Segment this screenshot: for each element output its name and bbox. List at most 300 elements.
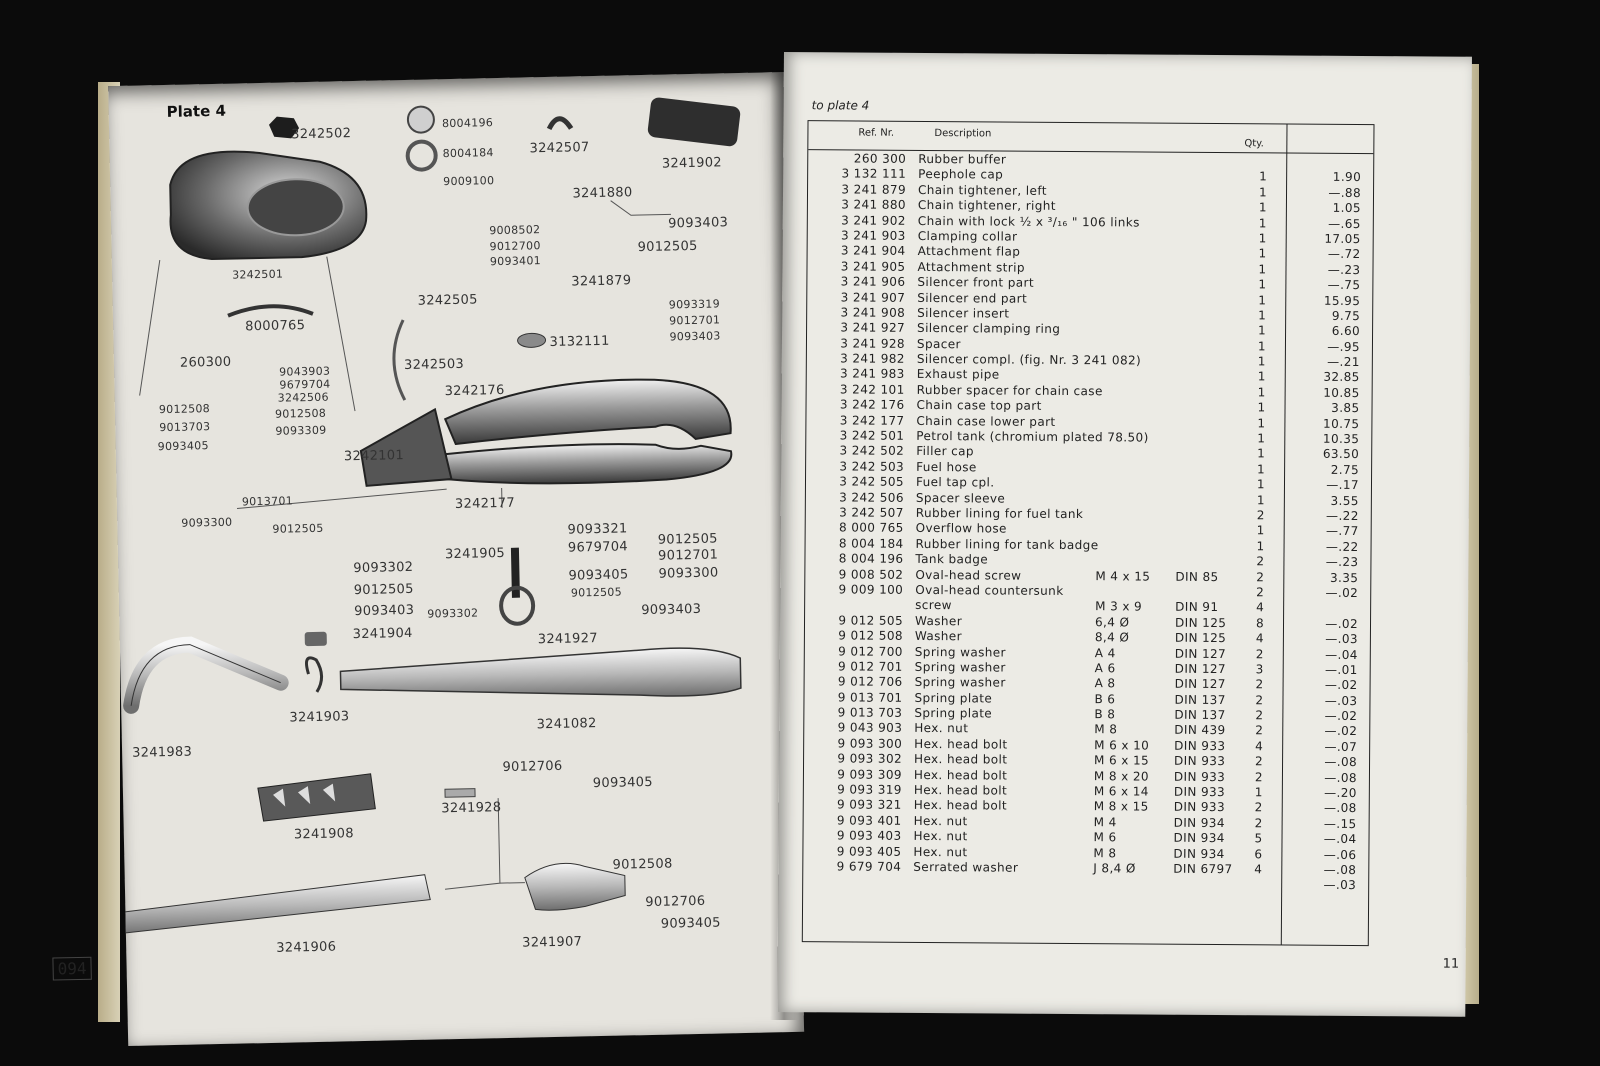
qty-cell: 2	[1254, 816, 1263, 831]
ref-cell: 9 093 403	[836, 828, 902, 844]
price-cell: —.03	[1324, 693, 1358, 708]
label-9012505-c: 9012505	[570, 585, 623, 600]
label-9093403-c: 9093403	[354, 602, 415, 620]
description-cell: Rubber buffer	[918, 151, 1007, 167]
price-cell: 1.90	[1332, 170, 1362, 185]
description-cell: Spacer sleeve	[915, 490, 1006, 506]
description-cell: Chain tightener, left	[917, 182, 1047, 198]
price-cell: —.03	[1325, 631, 1358, 647]
qty-cell: 2	[1255, 723, 1264, 738]
qty-cell: 1	[1258, 231, 1267, 246]
label-9012505-d: 9012505	[657, 531, 718, 548]
ref-cell: 3 241 880	[841, 197, 906, 213]
description-cell: Overflow hose	[915, 521, 1007, 536]
ref-cell: 3 242 177	[839, 413, 905, 428]
clamping-collar-icon	[306, 658, 322, 692]
description-cell: Hex. head bolt	[913, 767, 1008, 783]
din-cell: DIN 934	[1173, 846, 1225, 861]
ref-cell: 8 004 196	[838, 551, 904, 567]
dimension-cell: M 8 x 20	[1093, 768, 1150, 784]
din-cell: DIN 127	[1174, 661, 1227, 676]
din-cell: DIN 6797	[1173, 861, 1233, 877]
ref-cell: 3 241 906	[840, 274, 906, 289]
qty-cell: 2	[1254, 754, 1264, 769]
qty-cell: 4	[1254, 862, 1263, 877]
price-cell: 3.55	[1330, 493, 1359, 508]
label-3242506: 3242506	[277, 390, 329, 405]
price-cell: 2.75	[1330, 462, 1360, 477]
price-cell: 10.75	[1323, 416, 1360, 431]
description-cell: Fuel tap cpl.	[915, 475, 995, 490]
price-cell: —.07	[1324, 739, 1358, 754]
label-9679704-b: 9679704	[567, 539, 629, 556]
label-9012505-a: 9012505	[637, 238, 698, 256]
ref-cell: 3 241 903	[840, 228, 906, 243]
label-3241983: 3241983	[131, 744, 193, 761]
qty-cell: 2	[1255, 677, 1264, 692]
label-9012706-a: 9012706	[502, 758, 563, 776]
description-cell: Hex. head bolt	[914, 752, 1008, 767]
label-3241879: 3241879	[571, 273, 632, 290]
qty-cell: 1	[1257, 462, 1266, 477]
silencer-end-icon	[525, 862, 626, 911]
dimension-cell: M 6 x 10	[1094, 738, 1150, 753]
description-cell: Silencer front part	[917, 275, 1035, 290]
price-cell: —.02	[1325, 585, 1359, 600]
qty-cell: 1	[1257, 431, 1266, 446]
chain-case-icon	[359, 378, 731, 488]
description-cell: Filler cap	[916, 444, 974, 459]
qty-cell: 1	[1257, 385, 1266, 400]
qty-cell: 1	[1257, 369, 1266, 384]
qty-cell: 1	[1258, 292, 1267, 307]
ref-cell: 8 004 184	[838, 536, 904, 551]
qty-cell: 1	[1257, 415, 1266, 431]
price-cell: —.02	[1324, 678, 1358, 693]
column-description: Description	[934, 128, 992, 140]
label-9012701-b: 9012701	[657, 547, 719, 564]
din-cell: DIN 933	[1173, 784, 1226, 800]
description-cell: Rubber lining for fuel tank	[915, 505, 1084, 522]
description-cell: Washer	[914, 629, 963, 644]
price-cell: —.65	[1328, 216, 1361, 231]
parts-table	[802, 120, 1375, 946]
ref-cell: 3 241 982	[840, 351, 905, 366]
ref-cell: 9 012 700	[838, 643, 903, 659]
ref-cell: 3 242 176	[839, 397, 905, 413]
description-cell: Hex. head bolt	[914, 736, 1008, 752]
ref-cell: 9 012 706	[837, 674, 903, 690]
label-3242503: 3242503	[403, 356, 465, 374]
qty-cell: 2	[1256, 554, 1265, 569]
ref-cell: 9 093 401	[836, 813, 902, 828]
dimension-cell: M 4 x 15	[1095, 568, 1151, 584]
description-cell: Washer	[914, 613, 963, 628]
label-9093405-b: 9093405	[568, 567, 629, 584]
ref-cell: 9 012 505	[838, 613, 904, 628]
label-9012508-c: 9012508	[612, 856, 673, 873]
left-page	[57, 72, 804, 1046]
description-cell: Spring plate	[914, 705, 993, 721]
ref-cell: 3 242 502	[839, 443, 905, 459]
label-9012508-a: 9012508	[274, 406, 327, 421]
label-9093309: 9093309	[275, 423, 327, 438]
qty-cell: 3	[1255, 662, 1264, 677]
dimension-cell: A 4	[1094, 645, 1116, 660]
price-cell: —.08	[1323, 801, 1357, 816]
ref-cell: 9 012 508	[838, 628, 903, 643]
label-3242177: 3242177	[454, 495, 516, 512]
label-9679704-a: 9679704	[279, 377, 331, 392]
din-cell: DIN 439	[1174, 723, 1226, 738]
price-cell: —.15	[1323, 816, 1357, 831]
ref-cell: 8 000 765	[838, 520, 904, 536]
qty-cell: 4	[1256, 600, 1265, 615]
price-cell: —.17	[1326, 477, 1360, 493]
qty-cell: 4	[1255, 631, 1264, 646]
price-cell: —.20	[1324, 785, 1357, 801]
description-cell: Chain with lock ½ x ³/₁₆ " 106 links	[917, 213, 1140, 230]
din-cell: DIN 933	[1174, 738, 1226, 753]
dimension-cell: M 6	[1093, 830, 1117, 845]
qty-cell: 2	[1255, 708, 1264, 723]
price-cell: —.02	[1324, 724, 1358, 739]
qty-cell: 1	[1256, 539, 1265, 554]
description-cell: Hex. head bolt	[913, 798, 1008, 813]
label-9012505-e: 9012505	[353, 581, 414, 599]
qty-cell: 1	[1257, 400, 1266, 415]
qty-cell: 8	[1255, 616, 1265, 631]
chain-icon	[647, 97, 741, 147]
description-cell: Serrated washer	[913, 859, 1019, 875]
price-cell: —.72	[1327, 247, 1361, 262]
qty-cell: 1	[1257, 323, 1267, 338]
ref-cell: 9 093 309	[837, 767, 903, 782]
dimension-cell: M 8 x 15	[1093, 799, 1149, 814]
din-cell: DIN 125	[1174, 615, 1227, 630]
label-9012706-b: 9012706	[645, 893, 706, 911]
ref-cell: 9 093 321	[837, 797, 902, 813]
qty-cell: 2	[1256, 508, 1265, 523]
price-cell: 17.05	[1324, 231, 1361, 246]
price-cell: —.77	[1325, 524, 1359, 539]
label-3242176: 3242176	[444, 382, 505, 400]
ref-cell: 3 241 907	[840, 289, 906, 305]
spacer-icon	[445, 789, 475, 798]
description-cell: Hex. nut	[913, 813, 968, 829]
overflow-hose-icon	[228, 305, 313, 315]
label-9009100: 9009100	[443, 174, 495, 189]
dimension-cell: M 6 x 14	[1093, 784, 1149, 799]
label-260300: 260300	[179, 354, 232, 371]
label-9093321: 9093321	[567, 521, 628, 538]
din-cell: DIN 127	[1174, 677, 1226, 692]
description-cell: Hex. head bolt	[913, 782, 1008, 798]
qty-cell: 1	[1254, 785, 1263, 800]
silencer-icon	[340, 647, 741, 703]
din-cell: DIN 137	[1174, 692, 1226, 707]
dimension-cell: 8,4 Ø	[1094, 630, 1130, 645]
rubber-lining-icon	[549, 118, 571, 128]
dimension-cell: 6,4 Ø	[1094, 614, 1130, 630]
label-3241905: 3241905	[444, 545, 506, 563]
price-cell: —.08	[1324, 770, 1357, 785]
din-cell: DIN 933	[1173, 769, 1226, 784]
qty-cell: 1	[1257, 354, 1266, 369]
description-cell: Clamping collar	[917, 228, 1018, 244]
description-cell: Peephole cap	[918, 167, 1004, 182]
label-9093302-a: 9093302	[353, 559, 414, 577]
label-9013701: 9013701	[241, 494, 294, 509]
qty-cell: 2	[1255, 692, 1264, 708]
price-cell: —.08	[1323, 862, 1357, 877]
qty-cell: 1	[1256, 523, 1265, 538]
description-cell: Fuel hose	[916, 459, 977, 475]
ref-cell: 3 241 928	[840, 336, 906, 351]
label-9012700: 9012700	[489, 239, 541, 254]
qty-cell: 1	[1258, 246, 1267, 261]
label-9093302-b: 9093302	[427, 606, 479, 621]
label-9093401: 9093401	[489, 254, 542, 269]
din-cell: DIN 125	[1174, 630, 1227, 646]
description-cell: Tank badge	[915, 552, 989, 567]
ref-cell: 3 242 506	[839, 489, 904, 505]
silencer-front-icon	[108, 875, 431, 937]
description-cell: Rubber lining for tank badge	[915, 536, 1099, 552]
ref-cell: 9 013 703	[837, 705, 903, 720]
price-cell: 10.85	[1323, 385, 1360, 400]
ref-cell: 9 009 100	[838, 582, 904, 597]
ref-cell	[825, 598, 903, 599]
price-cell: —.95	[1327, 339, 1361, 354]
ref-cell: 9 093 300	[837, 736, 903, 751]
attachment-flap-icon	[305, 632, 327, 646]
table-row	[803, 875, 1368, 894]
ref-cell: 3 241 908	[840, 305, 906, 320]
din-cell: DIN 85	[1175, 569, 1219, 584]
qty-cell: 1	[1258, 262, 1267, 277]
dimension-cell: A 8	[1094, 676, 1116, 691]
ref-cell: 9 008 502	[838, 566, 904, 582]
price-cell: 32.85	[1323, 370, 1360, 385]
dimension-cell: B 6	[1094, 691, 1116, 707]
ref-cell	[823, 875, 901, 876]
price-cell: 15.95	[1323, 293, 1361, 308]
column-ref: Ref. Nr.	[858, 127, 895, 139]
qty-cell: 1	[1258, 185, 1268, 200]
label-9093403-b: 9093403	[669, 329, 721, 344]
description-cell: screw	[915, 598, 952, 613]
description-cell: Silencer clamping ring	[917, 321, 1061, 337]
price-cell: —.75	[1327, 277, 1361, 293]
description-cell: Spacer	[916, 336, 961, 351]
ref-cell: 260 300	[853, 151, 907, 166]
price-cell: —.21	[1327, 354, 1360, 370]
description-cell: Chain tightener, right	[917, 198, 1056, 214]
exhaust-pipe-icon	[130, 643, 281, 706]
qty-cell: 1	[1257, 339, 1267, 354]
price-cell: —.22	[1325, 539, 1359, 554]
description-cell: Silencer insert	[917, 305, 1010, 321]
description-cell: Chain case lower part	[916, 413, 1056, 429]
qty-cell: 2	[1256, 569, 1265, 584]
price-cell: —.23	[1327, 262, 1361, 277]
din-cell: DIN 127	[1174, 646, 1227, 661]
label-9012505-b: 9012505	[272, 521, 324, 536]
description-cell: Hex. nut	[913, 829, 968, 844]
label-9012701-a: 9012701	[669, 313, 721, 328]
tank-badge-icon	[408, 106, 435, 133]
label-9093405-a: 9093405	[157, 439, 209, 454]
label-3241928: 3241928	[441, 800, 502, 817]
ref-cell: 3 241 902	[841, 212, 906, 228]
qty-cell: 1	[1256, 477, 1266, 492]
dimension-cell: B 8	[1094, 707, 1116, 722]
ref-cell: 9 093 319	[837, 782, 902, 797]
ref-cell: 9 043 903	[837, 720, 903, 736]
ref-cell: 9 013 701	[837, 690, 903, 705]
qty-cell: 2	[1256, 585, 1265, 600]
plate-title: Plate 4	[166, 101, 227, 121]
ref-cell: 3 242 101	[839, 382, 905, 397]
qty-cell: 2	[1254, 769, 1264, 784]
price-cell: —.02	[1325, 616, 1359, 631]
label-9012508-b: 9012508	[158, 402, 211, 417]
dimension-cell: M 4	[1093, 814, 1117, 830]
qty-cell: 4	[1255, 739, 1264, 754]
description-cell: Oval-head screw	[915, 567, 1022, 583]
price-cell: 1.05	[1332, 201, 1361, 216]
price-cell: —.88	[1328, 185, 1362, 200]
label-3241880: 3241880	[572, 185, 633, 202]
badge-lining-icon	[407, 141, 436, 170]
description-cell: Silencer compl. (fig. Nr. 3 241 082)	[916, 352, 1142, 368]
din-cell: DIN 934	[1173, 830, 1225, 846]
label-3242501: 3242501	[231, 267, 284, 282]
price-cell: —.04	[1323, 831, 1357, 847]
label-8004184: 8004184	[442, 146, 494, 161]
label-3241927: 3241927	[537, 631, 598, 648]
description-cell: Chain case top part	[916, 398, 1042, 414]
label-3242505: 3242505	[417, 292, 478, 309]
din-cell: DIN 933	[1174, 753, 1226, 769]
label-9093300-b: 9093300	[658, 565, 719, 582]
label-9093319: 9093319	[668, 297, 721, 312]
dimension-cell: J 8,4 Ø	[1093, 861, 1136, 876]
description-cell: Oval-head countersunk	[915, 582, 1064, 598]
label-3241903: 3241903	[289, 709, 350, 726]
label-9093405-c: 9093405	[592, 774, 654, 792]
description-cell: Spring plate	[914, 690, 993, 706]
left-page-number: 094	[52, 957, 91, 981]
description-cell: Silencer end part	[917, 290, 1028, 306]
qty-cell: 1	[1258, 277, 1267, 292]
price-cell: —.04	[1325, 647, 1358, 662]
qty-cell: 2	[1255, 646, 1264, 661]
label-3241906: 3241906	[276, 939, 337, 956]
ref-cell: 3 242 505	[839, 474, 905, 490]
qty-cell: 1	[1258, 215, 1267, 230]
ref-cell: 9 093 405	[836, 843, 902, 859]
label-3241904: 3241904	[352, 625, 413, 643]
ref-cell: 3 242 501	[839, 428, 905, 443]
parts-list-heading: to plate 4	[811, 98, 870, 113]
ref-cell: 3 241 983	[840, 366, 905, 382]
label-8004196: 8004196	[441, 116, 494, 131]
qty-cell: 1	[1256, 492, 1265, 507]
label-3242507: 3242507	[529, 140, 590, 157]
description-cell: Petrol tank (chromium plated 78.50)	[916, 428, 1149, 445]
dimension-cell: M 3 x 9	[1095, 599, 1143, 614]
description-cell: Exhaust pipe	[916, 367, 1000, 382]
description-cell: Spring washer	[914, 659, 1006, 675]
parts-rows	[803, 151, 1373, 894]
right-page	[777, 52, 1472, 1017]
ref-cell: 9 093 302	[837, 751, 903, 767]
din-cell: DIN 91	[1175, 600, 1219, 615]
price-cell: —.02	[1324, 708, 1358, 724]
label-8000765: 8000765	[245, 318, 306, 335]
label-9008502: 9008502	[489, 223, 541, 238]
ref-cell: 9 012 701	[837, 659, 903, 674]
ref-cell: 3 241 905	[840, 259, 906, 274]
price-cell: —.03	[1323, 878, 1357, 893]
right-page-number: 11	[1442, 956, 1460, 972]
din-cell: DIN 933	[1173, 800, 1226, 815]
ref-cell: 3 242 503	[839, 459, 905, 474]
qty-cell: 5	[1254, 831, 1263, 846]
ref-cell: 3 241 927	[840, 320, 906, 336]
price-cell: 3.85	[1331, 401, 1360, 416]
price-cell: —.22	[1326, 508, 1359, 524]
description-cell: Spring washer	[914, 644, 1006, 660]
dimension-cell: M 6 x 15	[1094, 753, 1150, 768]
label-3242502: 3242502	[291, 126, 352, 143]
peephole-cap-icon	[517, 333, 545, 348]
qty-cell: 1	[1259, 169, 1268, 184]
price-cell: —.01	[1324, 662, 1358, 677]
qty-cell: 2	[1254, 800, 1263, 815]
price-cell: 6.60	[1331, 324, 1361, 339]
label-3241902: 3241902	[661, 155, 723, 172]
fuel-tank-icon	[169, 149, 367, 260]
label-3241082: 3241082	[536, 716, 597, 733]
label-9013703: 9013703	[159, 420, 211, 435]
description-cell: Attachment strip	[917, 259, 1025, 275]
ref-cell: 3 241 904	[840, 243, 906, 259]
description-cell: Spring washer	[914, 675, 1006, 690]
column-qty: Qty.	[1244, 138, 1264, 150]
description-cell: Hex. nut	[914, 721, 969, 736]
price-cell: 63.50	[1322, 447, 1360, 462]
dimension-cell: M 8	[1094, 722, 1118, 737]
price-cell: 3.35	[1329, 570, 1359, 585]
ref-cell: 3 241 879	[841, 182, 907, 197]
label-9093403-d: 9093403	[641, 601, 702, 619]
ref-cell: 9 679 704	[836, 859, 902, 874]
silencer-insert-icon	[258, 774, 376, 821]
price-cell: —.23	[1325, 554, 1359, 570]
qty-cell: 6	[1254, 846, 1263, 861]
description-cell: Hex. nut	[913, 844, 968, 859]
dimension-cell: M 8	[1093, 845, 1117, 860]
label-9043903: 9043903	[279, 364, 331, 379]
din-cell: DIN 934	[1173, 815, 1225, 830]
label-3241907: 3241907	[522, 934, 583, 951]
price-cell: —.08	[1324, 755, 1358, 770]
label-9093300-a: 9093300	[181, 515, 233, 530]
qty-cell: 1	[1257, 446, 1266, 461]
